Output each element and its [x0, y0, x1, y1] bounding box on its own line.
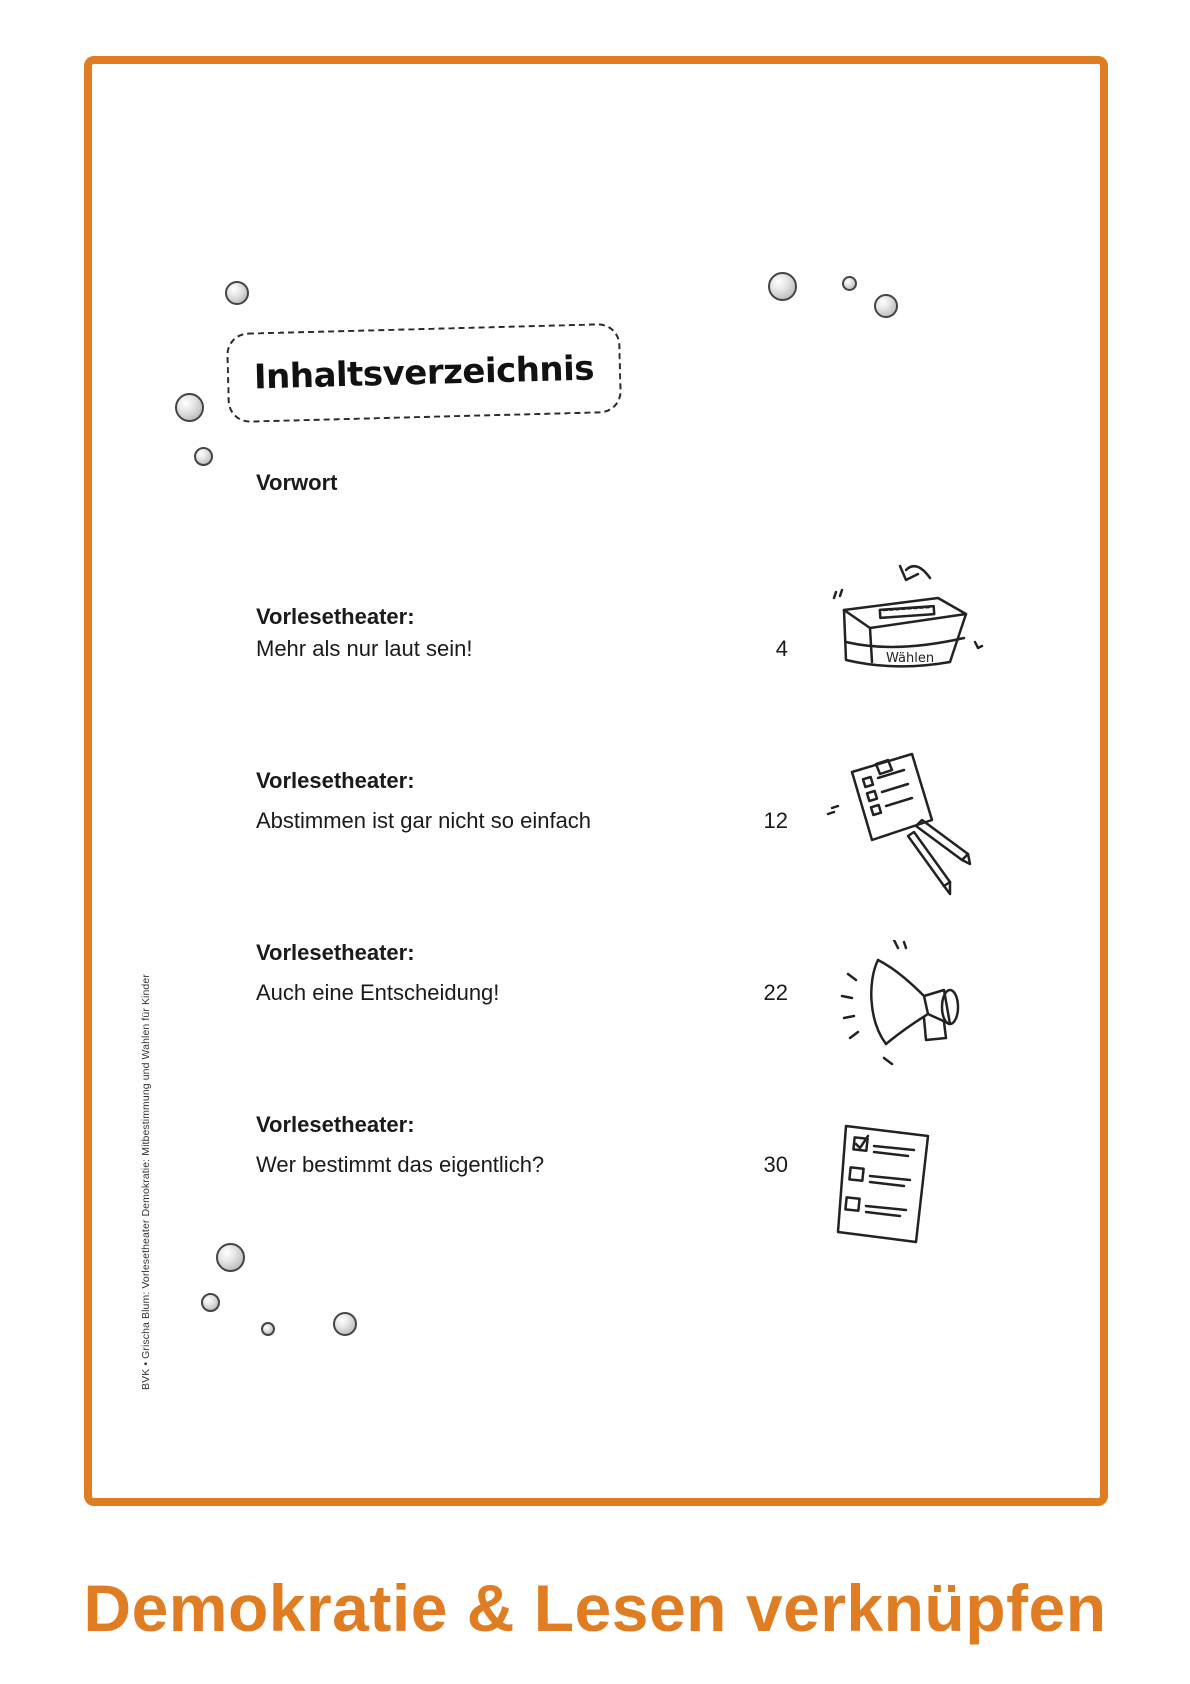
- toc-entry-heading: Vorlesetheater:: [256, 604, 415, 629]
- bubble-icon: [768, 272, 797, 301]
- toc-title: Inhaltsverzeichnis: [253, 348, 595, 398]
- toc-entry-heading: Vorlesetheater:: [256, 1112, 415, 1137]
- toc-entry-subtitle: Mehr als nur laut sein!: [256, 636, 473, 661]
- toc-entry-subtitle: Auch eine Entscheidung!: [256, 980, 500, 1005]
- toc-vorwort: Vorwort: [256, 470, 338, 495]
- bubble-icon: [175, 393, 204, 422]
- ballot-box-icon: [820, 550, 990, 685]
- bubble-icon: [216, 1243, 245, 1272]
- toc-entry-page: 12: [763, 808, 788, 833]
- toc-entry-heading: Vorlesetheater:: [256, 940, 415, 965]
- bubble-icon: [333, 1312, 357, 1336]
- ballot-paper-icon: [836, 1118, 946, 1248]
- bubble-icon: [201, 1293, 220, 1312]
- footer-title: Demokratie & Lesen verknüpfen: [83, 1571, 1107, 1645]
- toc-entry-page: 22: [763, 980, 788, 1005]
- ballot-box-label: Wählen: [886, 651, 935, 666]
- toc-entry-page: 30: [763, 1152, 788, 1177]
- toc-entry-heading: Vorlesetheater:: [256, 768, 415, 793]
- side-note: BVK • Grischa Blum: Vorlesetheater Demokratie: Mitbestimmung und Wahlen für Kinder: [140, 974, 152, 1390]
- megaphone-icon: [828, 940, 978, 1075]
- bubble-icon: [261, 1322, 275, 1336]
- bubble-icon: [842, 276, 857, 291]
- toc-entry-subtitle: Abstimmen ist gar nicht so einfach: [256, 808, 592, 833]
- toc-title-box: [226, 323, 622, 423]
- bubble-icon: [194, 447, 213, 466]
- toc-entry-subtitle: Wer bestimmt das eigentlich?: [256, 1152, 545, 1177]
- clipboard-icon: [812, 748, 982, 898]
- bubble-icon: [225, 281, 249, 305]
- toc-entry-page: 4: [775, 636, 788, 661]
- bubble-icon: [874, 294, 898, 318]
